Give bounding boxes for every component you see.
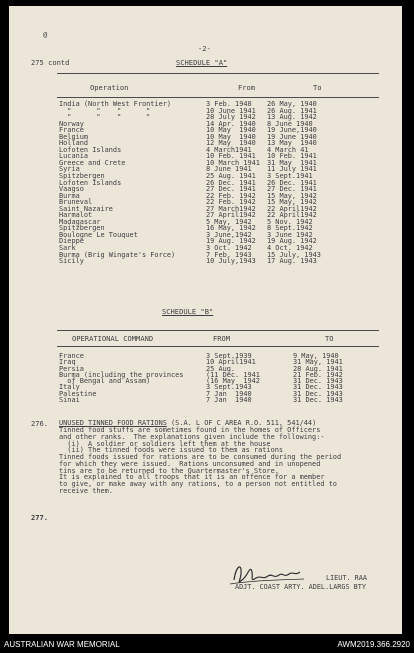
cell-to: 19 Aug. 1942 — [267, 237, 317, 246]
cell-to: 31 May, 1941 — [293, 358, 343, 367]
cell-operation: " " " " — [59, 113, 151, 122]
item-276-title: UNUSED TINNED FOOD RATIONS — [59, 419, 167, 427]
cell-to: 5 Nov. 1942 — [267, 217, 313, 226]
corner-mark: @ — [43, 30, 48, 39]
schedule-a-col-operation: Operation — [90, 83, 129, 92]
cell-to: 11 July 1941 — [267, 165, 317, 174]
cell-operation: Burma (Brig Wingate's Force) — [59, 250, 176, 259]
cell-operation: Lofoten Islands — [59, 178, 122, 187]
cell-from: 10 May 1940 — [206, 126, 256, 135]
cell-to: 31 Dec. 1943 — [293, 383, 343, 392]
schedule-a-col-from: From — [238, 83, 256, 92]
cell-from: 8 June 1941 — [206, 165, 252, 174]
cell-from: 10 Feb. 1941 — [206, 152, 256, 161]
schedule-b-header-rule — [57, 346, 379, 347]
cell-from: 3 Oct. 1942 — [206, 244, 252, 253]
schedule-b-col-from: FROM — [213, 334, 231, 343]
cell-operation: Boulogne Le Touquet — [59, 230, 138, 239]
footer-source: AUSTRALIAN WAR MEMORIAL — [4, 640, 120, 649]
cell-operation: " " " " — [59, 106, 151, 115]
cell-operation: Lucania — [59, 152, 89, 161]
cell-to: 15 May, 1942 — [267, 198, 317, 207]
cell-from: 3 June,1942 — [206, 230, 252, 239]
cell-from: 12 May 1940 — [206, 139, 256, 148]
cell-to: 15 July, 1943 — [267, 250, 321, 259]
paragraph-line: tins are to be returned to the Quartermaster's Store. — [59, 466, 279, 475]
cell-from: 10 May 1940 — [206, 132, 256, 141]
cell-operation: Lofoten Islands — [59, 145, 122, 154]
cell-operation: Spitzbergen — [59, 224, 105, 233]
cell-from: 25 Aug. — [206, 364, 236, 373]
cell-to: 26 May, 1940 — [267, 100, 317, 108]
schedule-b-col-to: TO — [325, 334, 334, 343]
cell-from: 27 Dec. 1941 — [206, 185, 256, 194]
cell-from: 10 March 1941 — [206, 158, 260, 167]
cell-from: 10 July,1943 — [206, 257, 256, 266]
cell-operation: Belgium — [59, 132, 89, 141]
cell-to: 22 April1942 — [267, 211, 317, 220]
cell-operation: Saint Nazaire — [59, 204, 113, 213]
paragraph-line: (ii) The tinned foods were issued to them as rations — [59, 446, 284, 455]
cell-from: 14 Apr. 1940 — [206, 119, 256, 128]
schedule-a-col-to: To — [313, 83, 322, 92]
cell-operation: Palestine — [59, 389, 97, 398]
cell-operation: India (North West Frontier) — [59, 100, 172, 108]
paragraph-line: It is explained to all troops that it is an offence for a member — [59, 473, 325, 482]
cell-from: (16 May 1942 — [206, 377, 260, 386]
cell-from: 25 Aug. 1941 — [206, 172, 256, 181]
cell-operation: Burma (including the provinces — [59, 370, 184, 379]
cell-operation: Iraq — [59, 358, 76, 367]
cell-operation: Dieppe — [59, 237, 84, 246]
cell-operation: Burma — [59, 191, 80, 200]
cell-to: 19 June,1940 — [267, 126, 317, 135]
paragraph-line: (i) A soldier or soldiers left them at the house — [59, 439, 271, 448]
cell-from: 7 Jan 1940 — [206, 396, 252, 405]
cell-operation: Vaagso — [59, 185, 84, 194]
cell-to: 9 May, 1940 — [293, 352, 339, 360]
item-276-number: 276. — [31, 419, 49, 428]
cell-operation: Sinai — [59, 396, 80, 405]
paragraph-line: for which they were issued. Rations unconsumed and in unopened — [59, 459, 321, 468]
footer-bar — [0, 636, 414, 653]
cell-operation: Syria — [59, 165, 80, 174]
cell-operation: Spitzbergen — [59, 172, 105, 181]
cell-operation: Greece and Crete — [59, 158, 126, 167]
schedule-a-title: SCHEDULE "A" — [176, 58, 228, 67]
cell-operation: Holland — [59, 139, 89, 148]
cell-operation: France — [59, 126, 84, 135]
cell-operation: Madagascar — [59, 217, 101, 226]
schedule-b-col-operation: OPERATIONAL COMMAND — [72, 334, 154, 343]
paragraph-line: receive them. — [59, 486, 113, 495]
cell-operation: Norway — [59, 119, 84, 128]
paragraph-line: to give, or make away with any rations, to a person not entitled to — [59, 480, 337, 488]
paragraph-line: Tinned food stuffs are sometimes found in the homes of Officers — [59, 426, 321, 434]
cell-from: 5 May, 1942 — [206, 217, 252, 226]
cell-from: 22 Feb. 1942 — [206, 191, 256, 200]
schedule-b-top-rule — [57, 330, 379, 331]
cell-to: 21 Feb. 1942 — [293, 370, 343, 379]
item-276-reference: (S.A. L OF C AREA R.O. 511, 541/44) — [166, 419, 317, 427]
item-277-number: 277. — [31, 513, 49, 522]
cell-to: 28 Aug. 1941 — [293, 364, 343, 373]
cell-to: 13 May 1940 — [267, 139, 317, 148]
page-number: -2- — [198, 44, 211, 53]
schedule-a-top-rule — [57, 73, 379, 74]
cell-to: 31 Dec. 1943 — [293, 396, 343, 405]
cell-from: 19 Aug. 1942 — [206, 237, 256, 246]
cell-from: 4 March1941 — [206, 145, 252, 154]
cell-from: 7 Feb. 1943 — [206, 250, 252, 259]
cell-from: 27 March1942 — [206, 204, 256, 213]
cell-to: 27 Dec. 1941 — [267, 185, 317, 194]
cell-operation: France — [59, 352, 84, 360]
footer-accession-id: AWM2019.366.2920 — [337, 640, 410, 649]
cell-to: 15 May, 1942 — [267, 191, 317, 200]
cell-to: 26 Aug. 1941 — [267, 106, 317, 115]
cell-to: 19 June 1940 — [267, 132, 317, 141]
cell-from: 10 June 1941 — [206, 106, 256, 115]
cell-to: 8 Sept.1942 — [267, 224, 313, 233]
continued-label: 275 contd — [31, 58, 70, 67]
cell-operation: Harmalot — [59, 211, 93, 220]
cell-from: 22 Feb. 1942 — [206, 198, 256, 207]
cell-to: 4 March 41 — [267, 145, 309, 154]
cell-from: 3 Sept.1943 — [206, 383, 252, 392]
schedule-a-header-rule — [57, 97, 379, 98]
cell-operation: Bruneval — [59, 198, 93, 207]
cell-operation: Italy — [59, 383, 80, 392]
table-row — [59, 258, 389, 265]
table-row — [59, 397, 389, 403]
cell-to: 26 Dec. 1941 — [267, 178, 317, 187]
cell-operation: Persia — [59, 364, 84, 373]
signature-title: ADJT. COAST ARTY. ADEL.LARGS BTY — [235, 583, 366, 591]
cell-from: 10 April1941 — [206, 358, 256, 367]
cell-from: 16 May, 1942 — [206, 224, 256, 233]
cell-to: 4 Oct. 1942 — [267, 244, 313, 253]
cell-operation: Sicily — [59, 257, 84, 266]
cell-to: 3 Sept.1941 — [267, 172, 313, 181]
cell-from: (11 Dec. 1941 — [206, 370, 260, 379]
cell-from: 3 Feb. 1940 — [206, 100, 252, 108]
cell-to: 8 June 1940 — [267, 119, 313, 128]
cell-operation: of Bengal and Assam) — [59, 377, 151, 386]
cell-to: 10 Feb. 1941 — [267, 152, 317, 161]
schedule-a-table — [59, 101, 389, 265]
cell-from: 7 Jan 1940 — [206, 389, 252, 398]
cell-from: 26 Dec. 1941 — [206, 178, 256, 187]
schedule-b-title: SCHEDULE "B" — [162, 307, 214, 316]
item-276-body — [59, 427, 389, 495]
cell-to: 31 Dec. 1943 — [293, 389, 343, 398]
schedule-b-table — [59, 353, 389, 403]
cell-to: 13 Aug. 1942 — [267, 113, 317, 122]
cell-from: 27 April1942 — [206, 211, 256, 220]
paragraph-line: Tinned foods issued for rations are to be consumed during the period — [59, 453, 342, 461]
cell-from: 28 July 1942 — [206, 113, 256, 122]
signature-rank: LIEUT. RAA — [326, 574, 367, 582]
cell-to: 31 Dec. 1943 — [293, 377, 343, 386]
cell-to: 17 Aug. 1943 — [267, 257, 317, 266]
cell-to: 22 April1942 — [267, 204, 317, 213]
cell-operation: Sark — [59, 244, 76, 253]
cell-to: 31 May 1941 — [267, 158, 317, 167]
cell-from: 3 Sept.1939 — [206, 352, 252, 360]
paragraph-line: and other ranks. The explanations given include the following:- — [59, 432, 325, 441]
cell-to: 3 June 1942 — [267, 230, 313, 239]
